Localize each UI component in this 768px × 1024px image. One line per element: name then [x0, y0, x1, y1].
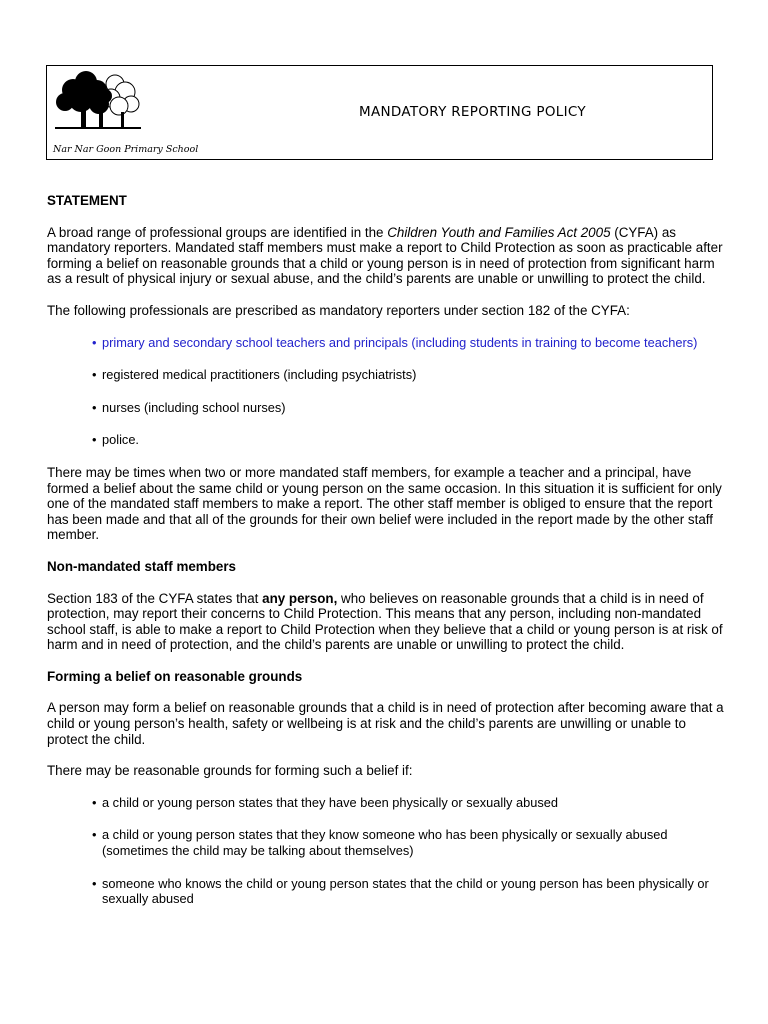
school-name: Nar Nar Goon Primary School: [53, 144, 199, 155]
list-item: [47, 876, 727, 907]
list-item[interactable]: [47, 335, 727, 351]
policy-header: [46, 65, 713, 160]
bullet: •: [92, 334, 97, 350]
grounds-list: [47, 795, 727, 907]
list-item: [47, 400, 727, 416]
list-item-text: someone who knows the child or young person states that the child or young person has been physically or sexually abused: [102, 875, 709, 907]
multiple-reporters-paragraph: There may be times when two or more mandated staff members, for example a teacher and a principal, have formed a belief about the same child or young person on the same occasion. In this situation it is sufficient for only one of the mandated staff members to make a report. The other staff member is obliged to ensure that the report has been made and that all of the grounds for their own belief were included in the report made by the other staff member.: [47, 464, 722, 543]
statement-paragraph: [47, 225, 727, 287]
belief-heading: Forming a belief on reasonable grounds: [47, 668, 303, 684]
list-item-text: primary and secondary school teachers and principals (including students in training to become teachers): [102, 334, 698, 350]
non-mandated-text: who believes on reasonable grounds that a child is in need of protection, may report their concerns to Child Protection. This means that any person, including non-mandated school staff, is able to make a report to Child Protection when they believe that a child or young person is at risk of harm and in need of protection, and the child’s parents are unable or unwilling to protect the child.: [47, 590, 723, 653]
any-person-emphasis: any person,: [262, 590, 338, 606]
bullet: •: [92, 827, 97, 843]
list-item-text: a child or young person states that they have been physically or sexually abused: [102, 794, 558, 810]
list-item-text: police.: [102, 432, 139, 448]
act-title: Children Youth and Families Act 2005: [387, 224, 611, 240]
list-item: [47, 367, 727, 383]
non-mandated-text: Section 183 of the CYFA states that: [47, 590, 263, 606]
statement-text: (CYFA) as mandatory reporters. Mandated staff members must make a report to Child Protection as soon as practicable after forming a belief on reasonable grounds that a child or young person is in need of protection from significant harm as a result of physical injury or sexual abuse, and the child’s parents are unable or unwilling to protect the child.: [47, 224, 723, 287]
bullet: •: [92, 875, 97, 891]
reporters-intro: The following professionals are prescribed as mandatory reporters under section 182 of the CYFA:: [47, 302, 630, 318]
non-mandated-paragraph: [47, 591, 727, 653]
list-item-text: a child or young person states that they know someone who has been physically or sexually abused (sometimes the child may be talking about themselves): [102, 827, 668, 859]
statement-heading: STATEMENT: [47, 193, 127, 208]
list-item: [47, 827, 727, 858]
bullet: •: [92, 399, 97, 415]
bullet: •: [92, 794, 97, 810]
grounds-intro: There may be reasonable grounds for forming such a belief if:: [47, 763, 413, 779]
reporters-list: [47, 335, 727, 448]
list-item: [47, 432, 727, 448]
policy-title: MANDATORY REPORTING POLICY: [359, 104, 586, 120]
bullet: •: [92, 367, 97, 383]
policy-body: [47, 193, 727, 924]
list-item-text: nurses (including school nurses): [102, 399, 286, 415]
bullet: •: [92, 432, 97, 448]
trees-logo-icon: [53, 68, 143, 130]
statement-text: A broad range of professional groups are identified in the: [47, 224, 388, 240]
list-item-text: registered medical practitioners (including psychiatrists): [102, 367, 417, 383]
belief-paragraph: A person may form a belief on reasonable grounds that a child is in need of protection after becoming aware that a child or young person’s health, safety or wellbeing is at risk and the child’s parents are unwilling or unable to protect the child.: [47, 700, 724, 747]
list-item: [47, 795, 727, 811]
non-mandated-heading: Non-mandated staff members: [47, 558, 236, 574]
